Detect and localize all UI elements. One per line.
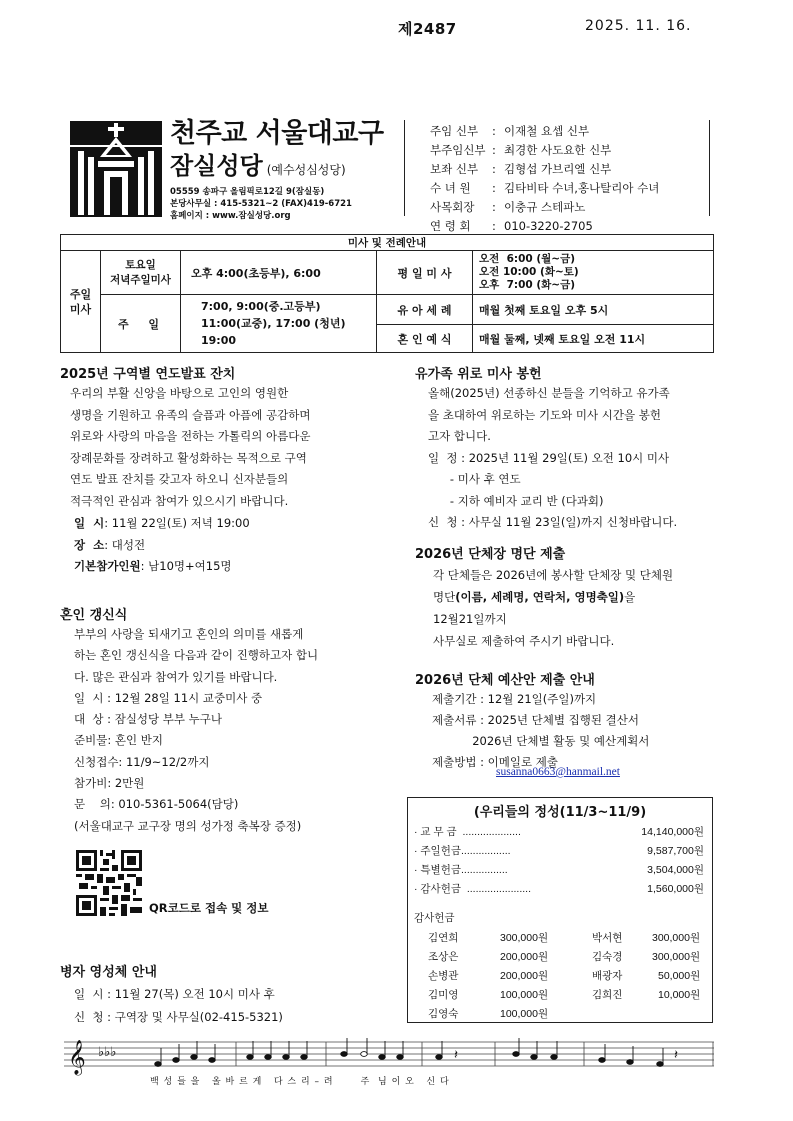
donor-amount: 300,000원 [652, 932, 701, 944]
wedding-label: 혼 인 예 식 [377, 325, 473, 353]
svg-text:𝄞: 𝄞 [68, 1040, 86, 1075]
svg-text:𝄽: 𝄽 [454, 1048, 458, 1063]
offering-value: 9,587,700원 [647, 845, 704, 857]
body-line: 사무실로 제출하여 주시기 바랍니다. [433, 634, 615, 648]
event-place [74, 535, 145, 557]
clergy-row: 수 녀 원 : 김타비타 수녀,홍나탈리아 수녀 [430, 179, 659, 198]
church-name [170, 154, 346, 178]
body-line: 위로와 사랑의 마음을 전하는 가톨릭의 아름다운 [70, 429, 311, 443]
donor-name: 김희진 [592, 989, 623, 1001]
wedding-value: 매월 둘째, 넷째 토요일 오전 11시 [473, 325, 714, 353]
clergy-row: 사목회장 : 이충규 스테파노 [430, 198, 659, 217]
event-time-label: 일 시 [74, 516, 105, 530]
body-line: 12월21일까지 [433, 612, 507, 626]
sun-time: 19:00 [201, 334, 237, 347]
donor-name: 김연희 [428, 932, 459, 944]
event-people-value: : 남10명+여15명 [140, 559, 232, 573]
body-line: 우리의 부활 신앙을 바탕으로 고인의 영원한 [70, 386, 289, 400]
hymn-lyrics: 백 성 들 을 올 바 르 게 다 스 리 – 려 주 님 이 오 신 다 [150, 1077, 450, 1087]
clergy-role: 부주임신부 [430, 143, 486, 157]
event-people-label: 기본참가인원 [74, 559, 141, 573]
body-line: 을 초대하여 위로하는 기도와 미사 시간을 봉헌 [428, 407, 662, 422]
clergy-name: 010-3220-2705 [504, 219, 593, 233]
section-body [428, 383, 677, 534]
body-line: 신청접수: 11/9~12/2까지 [74, 754, 210, 769]
sat-mass-times: 오후 4:00(초등부), 6:00 [181, 251, 377, 295]
issue-number: 제2487 [398, 20, 457, 38]
clergy-name: 김형섭 가브리엘 신부 [504, 162, 612, 176]
event-people [74, 556, 232, 578]
body-line: 일 정 : 2025년 11월 29일(토) 오전 10시 미사 [428, 450, 670, 465]
clergy-role: 연 령 회 [430, 219, 471, 233]
clergy-row: 주임 신부 : 이재철 요셉 신부 [430, 122, 659, 141]
donor-amount: 10,000원 [658, 989, 701, 1001]
offering-title: (우리들의 정성(11/3~11/9) [473, 805, 647, 820]
offering-row [414, 881, 704, 896]
body-line: 연도 발표 잔치를 갖고자 하오니 신자분들의 [70, 472, 289, 486]
issue-date: 2025. 11. 16. [585, 18, 692, 34]
clergy-list [430, 122, 659, 236]
body-line: 장례문화를 장려하고 활성화하는 목적으로 구역 [70, 450, 307, 465]
church-name-main: 잠실성당 [170, 152, 263, 180]
church-homepage: 홈페이지 : www.잠실성당.org [170, 211, 291, 221]
church-address: 05559 송파구 올림픽로12길 9(잠실동) [170, 187, 325, 197]
body-line: 일 시 : 12월 28일 11시 교중미사 중 [74, 690, 263, 705]
body-line: 적극적인 관심과 참여가 있으시기 바랍니다. [70, 493, 289, 508]
qr-label: QR코드로 접속 및 정보 [149, 901, 269, 915]
sun-mass-label: 주 일 [101, 295, 181, 353]
body-text: 을 [624, 590, 636, 604]
event-time [74, 513, 250, 535]
clergy-role: 보좌 신부 [430, 162, 479, 176]
offering-label: · 주일헌금................. [414, 845, 511, 857]
clergy-row: 보좌 신부 : 김형섭 가브리엘 신부 [430, 160, 659, 179]
clergy-divider-right [709, 120, 710, 216]
body-line: 각 단체들은 2026년에 봉사할 단체장 및 단체원 [433, 568, 674, 582]
svg-text:𝄽: 𝄽 [674, 1048, 678, 1063]
event-place-value: : 대성전 [104, 538, 146, 552]
mass-table-header: 미사 및 전례안내 [61, 235, 714, 251]
sun-mass-times [181, 295, 377, 353]
clergy-name: 김타비타 수녀,홍나탈리아 수녀 [504, 181, 660, 195]
section-body [74, 624, 318, 837]
body-line: 참가비: 2만원 [74, 776, 145, 791]
body-line: 제출기간 : 12월 21일(주일)까지 [432, 692, 597, 706]
clergy-role: 주임 신부 [430, 124, 479, 138]
body-line: 부부의 사랑을 되새기고 혼인의 의미를 새롭게 [74, 627, 304, 641]
weekday-time: 오후 7:00 (화~금) [479, 279, 576, 291]
church-title: 천주교 서울대교구 [170, 118, 384, 149]
body-line: 생명을 기원하고 유족의 슬픔과 아픔에 공감하며 [70, 407, 311, 422]
offering-label: · 특별헌금................ [414, 864, 508, 876]
clergy-role: 사목회장 [430, 200, 475, 214]
body-line: 제출방법 : 이메일로 제출 [432, 755, 558, 769]
submission-email-link[interactable]: susanna0663@hanmail.net [496, 766, 620, 778]
body-line: 신 청 : 구역장 및 사무실(02-415-5321) [74, 1010, 283, 1024]
donor-amount: 100,000원 [500, 1008, 549, 1020]
donor-name: 김영숙 [428, 1008, 459, 1020]
clergy-row: 연 령 회 : 010-3220-2705 [430, 217, 659, 236]
donor-amount: 300,000원 [500, 932, 549, 944]
section-body [70, 383, 310, 512]
clergy-name: 최경한 사도요한 신부 [504, 143, 612, 157]
offering-row [414, 862, 704, 877]
event-time-value: : 11월 22일(토) 저녁 19:00 [104, 516, 250, 530]
church-contact [170, 186, 352, 222]
body-line: 일 시 : 11월 27(목) 오전 10시 미사 후 [74, 987, 275, 1001]
body-line: 문 의: 010-5361-5064(담당) [74, 797, 239, 812]
offering-value: 1,560,000원 [647, 883, 704, 895]
body-line: 제출서류 : 2025년 단체별 집행된 결산서 [432, 713, 639, 727]
clergy-name: 이재철 요셉 신부 [504, 124, 590, 138]
body-line: 고자 합니다. [428, 429, 491, 443]
mass-schedule-table [60, 234, 714, 353]
qr-code-icon[interactable] [76, 850, 142, 916]
church-phone: 본당사무실 : 415-5321~2 (FAX)419-6721 [170, 199, 352, 209]
offering-label: · 감사헌금 ...................... [414, 883, 531, 895]
donor-name: 김미영 [428, 989, 459, 1001]
sun-time: 7:00, 9:00(중.고등부) [201, 300, 321, 313]
body-line: 다. 많은 관심과 참여가 있기를 바랍니다. [74, 669, 278, 684]
donor-name: 박서현 [592, 932, 623, 944]
body-text-bold: (이름, 세례명, 연락처, 영명축일) [455, 590, 625, 604]
section-title: 혼인 갱신식 [60, 608, 128, 623]
donor-amount: 200,000원 [500, 970, 549, 982]
body-line: 신 청 : 사무실 11월 23일(일)까지 신청바랍니다. [428, 515, 678, 529]
section-title: 2025년 구역별 연도발표 잔치 [60, 367, 236, 382]
weekday-mass-times [473, 251, 714, 295]
clergy-name: 이충규 스테파노 [504, 200, 586, 214]
section-body [74, 983, 283, 1029]
clergy-row: 부주임신부 : 최경한 사도요한 신부 [430, 141, 659, 160]
donor-name: 손병관 [428, 970, 459, 982]
donor-amount: 200,000원 [500, 951, 549, 963]
section-body [432, 689, 649, 773]
donor-amount: 300,000원 [652, 951, 701, 963]
body-line: (서울대교구 교구장 명의 성가정 축복장 증정) [74, 818, 302, 833]
section-title: 2026년 단체 예산안 제출 안내 [415, 673, 595, 688]
offering-value: 3,504,000원 [647, 864, 704, 876]
body-line: 2026년 단체별 활동 및 예산계획서 [432, 734, 650, 748]
body-line: - 미사 후 연도 [428, 472, 521, 486]
offering-label: · 교 무 금 .................... [414, 826, 521, 838]
body-line: 대 상 : 잠실성당 부부 누구나 [74, 712, 223, 727]
sun-time: 11:00(교중), 17:00 (청년) [201, 317, 346, 330]
church-logo [70, 121, 162, 217]
offering-value: 14,140,000원 [641, 826, 704, 838]
offering-box [407, 797, 713, 1023]
clergy-role: 수 녀 원 [430, 181, 471, 195]
weekday-time: 오전 10:00 (화~토) [479, 266, 579, 278]
church-name-sub: (예수성심성당) [266, 163, 346, 177]
body-text: 명단 [433, 590, 456, 604]
section-title: 2026년 단체장 명단 제출 [415, 547, 566, 562]
offering-row [414, 843, 704, 858]
body-line: - 지하 예비자 교리 반 (다과회) [428, 493, 604, 508]
body-line: 준비물: 혼인 반지 [74, 733, 163, 748]
sat-mass-label: 토요일 저녁주일미사 [101, 251, 181, 295]
body-line: 올해(2025년) 선종하신 분들을 기억하고 유가족 [428, 386, 670, 400]
baptism-value: 매월 첫째 토요일 오후 5시 [473, 295, 714, 325]
baptism-label: 유 아 세 례 [377, 295, 473, 325]
weekday-time: 오전 6:00 (월~금) [479, 253, 576, 265]
donor-name: 조상은 [428, 951, 459, 963]
section-body [433, 564, 673, 652]
donor-amount: 100,000원 [500, 989, 549, 1001]
section-title: 유가족 위로 미사 봉헌 [415, 367, 542, 382]
section-title: 병자 영성체 안내 [60, 965, 157, 980]
offering-row [414, 824, 704, 839]
sunday-mass-group: 주일 미사 [61, 251, 101, 353]
event-place-label: 장 소 [74, 538, 105, 552]
donor-amount: 50,000원 [658, 970, 701, 982]
body-line [433, 586, 673, 608]
weekday-mass-label: 평 일 미 사 [377, 251, 473, 295]
donor-name: 김숙경 [592, 951, 623, 963]
svg-text:♭♭♭: ♭♭♭ [98, 1045, 117, 1060]
thanks-offering-label: 감사헌금 [414, 912, 455, 924]
donor-name: 배광자 [592, 970, 623, 982]
body-line: 하는 혼인 갱신식을 다음과 같이 진행하고자 합니 [74, 648, 319, 663]
